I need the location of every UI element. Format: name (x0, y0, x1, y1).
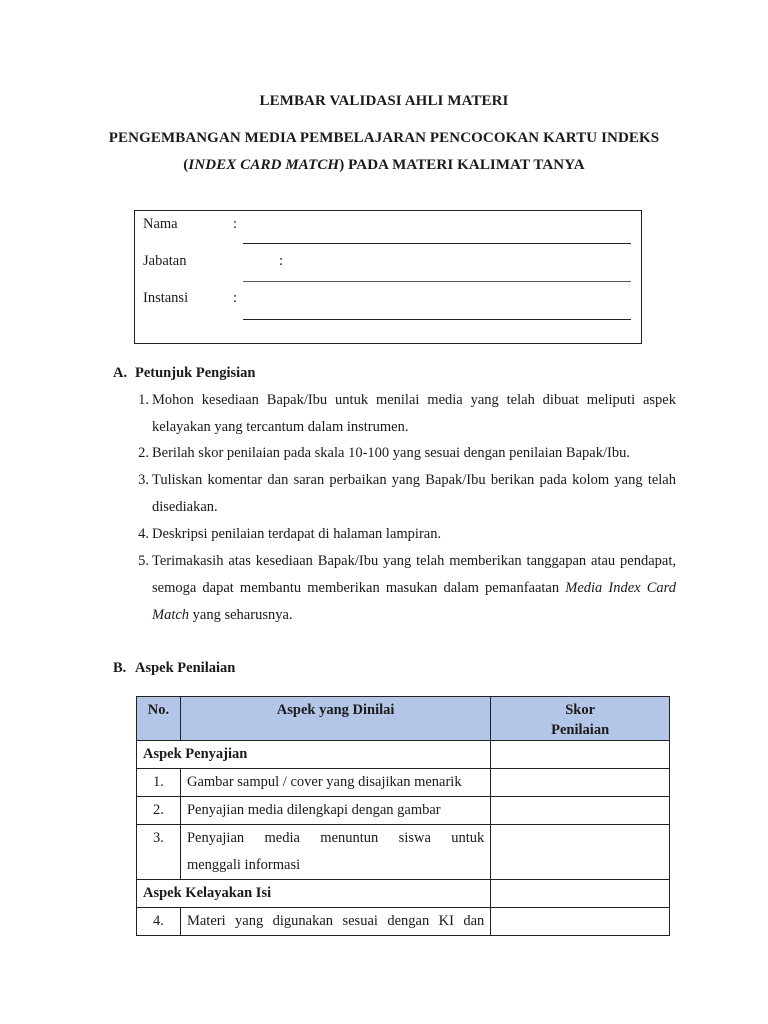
field-colon-instansi: : (233, 290, 238, 306)
identity-box (134, 210, 642, 344)
group-label-penyajian: Aspek Penyajian (137, 741, 491, 769)
section-b-heading: B. Aspek Penilaian (113, 660, 236, 676)
header-no: No. (137, 697, 181, 741)
field-label-instansi: Instansi (143, 290, 189, 306)
table-row: 4. Materi yang digunakan sesuai dengan KI dan (137, 908, 670, 936)
score-cell[interactable] (491, 908, 670, 936)
group-label-kelayakan-isi: Aspek Kelayakan Isi (137, 880, 491, 908)
table-group-row (137, 741, 670, 769)
table-group-row (137, 880, 670, 908)
instansi-input-line[interactable] (243, 319, 631, 320)
score-cell[interactable] (491, 769, 670, 797)
media-name-italic: Media Index Card Match (152, 580, 676, 623)
section-a-heading: A. Petunjuk Pengisian (113, 365, 256, 381)
subtitle-italic: INDEX CARD MATCH (188, 157, 340, 173)
field-colon-jabatan: : (279, 253, 284, 269)
jabatan-input-line[interactable] (243, 281, 631, 282)
table-row: 3. Penyajian media menuntun siswa untuk menggali informasi (137, 825, 670, 880)
score-cell[interactable] (491, 741, 670, 769)
field-label-nama: Nama (143, 216, 178, 232)
assessment-table (136, 696, 670, 936)
score-cell[interactable] (491, 880, 670, 908)
table-row: 2. Penyajian media dilengkapi dengan gambar (137, 797, 670, 825)
field-colon-nama: : (233, 216, 238, 232)
header-score: Skor Penilaian (491, 697, 670, 741)
nama-input-line[interactable] (243, 243, 631, 244)
table-row: 1. Gambar sampul / cover yang disajikan menarik (137, 769, 670, 797)
field-label-jabatan: Jabatan (143, 253, 187, 269)
score-cell[interactable] (491, 825, 670, 880)
page-subtitle-line1: PENGEMBANGAN MEDIA PEMBELAJARAN PENCOCOKAN KARTU INDEKS (108, 130, 660, 146)
score-cell[interactable] (491, 797, 670, 825)
header-aspect: Aspek yang Dinilai (180, 697, 490, 741)
table-header-row (137, 697, 670, 741)
page-title: LEMBAR VALIDASI AHLI MATERI (259, 93, 509, 109)
page-subtitle-line2: (INDEX CARD MATCH) PADA MATERI KALIMAT TANYA (183, 157, 585, 173)
